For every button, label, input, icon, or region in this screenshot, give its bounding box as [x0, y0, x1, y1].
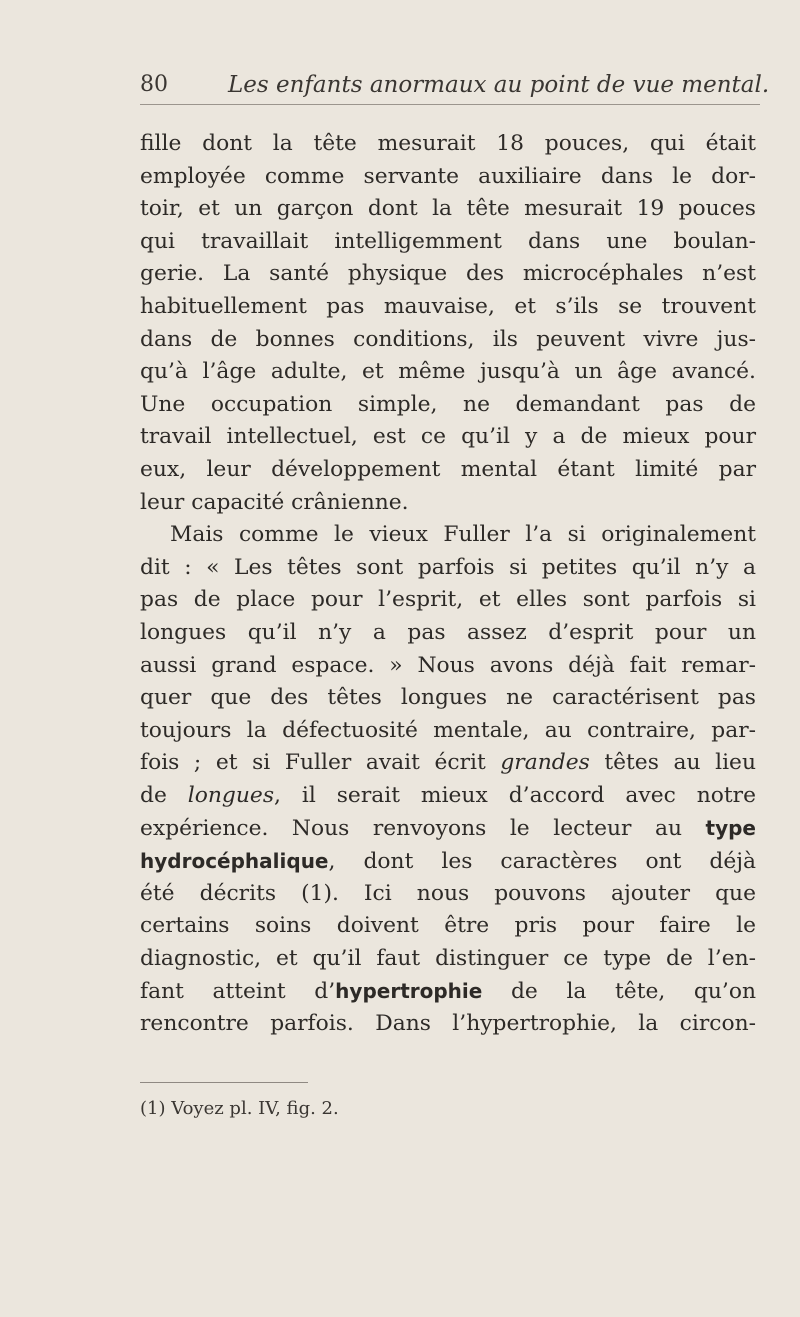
text-line: employée comme servante auxiliaire dans le dor- [140, 163, 756, 189]
body-text [140, 128, 756, 1041]
bold-hydrocephalique: hydrocéphalique [140, 849, 329, 874]
text-line: pas de place pour l’esprit, et elles sont parfois si [140, 587, 756, 613]
header-rule [140, 104, 760, 105]
text-segment: , dont les caractères ont déjà [328, 849, 756, 875]
text-segment: têtes au lieu [604, 750, 756, 776]
text-line: rencontre parfois. Dans l’hypertrophie, la circon- [140, 1011, 756, 1037]
text-segment: fois ; et si Fuller avait écrit [140, 750, 486, 776]
text-segment: de la tête, qu’on [510, 979, 756, 1005]
text-line: qui travaillait intelligemment dans une boulan- [140, 228, 756, 254]
text-line: dans de bonnes conditions, ils peuvent vivre jus- [140, 326, 756, 352]
text-line: fille dont la tête mesurait 18 pouces, qui était [140, 131, 756, 156]
text-line [140, 747, 756, 780]
text-line: qu’à l’âge adulte, et même jusqu’à un âge avancé. [140, 359, 756, 385]
text-line: habituellement pas mauvaise, et s’ils se trouvent [140, 293, 756, 319]
text-line: quer que des têtes longues ne caractérisent pas [140, 685, 756, 711]
text-segment: , il serait mieux d’accord avec notre [274, 782, 756, 808]
bold-type: type [705, 816, 756, 841]
page-number: 80 [140, 72, 168, 97]
text-line: aussi grand espace. » Nous avons déjà fait remar- [140, 652, 756, 678]
text-line: certains soins doivent être pris pour faire le [140, 913, 756, 939]
text-line [140, 812, 756, 845]
page-header [118, 70, 770, 106]
text-line [140, 975, 756, 1008]
text-line [140, 845, 756, 878]
text-line: leur capacité crânienne. [140, 489, 409, 515]
text-line: toujours la défectuosité mentale, au contraire, par- [140, 717, 756, 743]
text-segment: fant atteint d’ [140, 979, 336, 1005]
text-line [140, 780, 756, 813]
text-line: gerie. La santé physique des microcéphales n’est [140, 261, 756, 287]
text-line: longues qu’il n’y a pas assez d’esprit pour un [140, 619, 756, 645]
text-line: toir, et un garçon dont la tête mesurait 19 pouces [140, 196, 756, 222]
emphasis-grandes: grandes [500, 750, 590, 776]
text-line: dit : « Les têtes sont parfois si petites qu’il n’y a [140, 554, 756, 580]
text-line: diagnostic, et qu’il faut distinguer ce type de l’en- [140, 945, 756, 971]
text-line: eux, leur développement mental étant limité par [140, 456, 756, 482]
text-line: été décrits (1). Ici nous pouvons ajouter que [140, 880, 756, 906]
text-segment: de [140, 782, 167, 808]
text-line: Mais comme le vieux Fuller l’a si originalement [170, 522, 756, 548]
bold-hypertrophie: hypertrophie [335, 979, 483, 1004]
footnote-rule [140, 1082, 308, 1083]
text-line: travail intellectuel, est ce qu’il y a de mieux pour [140, 424, 756, 450]
text-line: Une occupation simple, ne demandant pas de [140, 391, 756, 417]
text-segment: expérience. Nous renvoyons le lecteur au [140, 816, 682, 842]
emphasis-longues: longues [187, 782, 275, 808]
running-head: Les enfants anormaux au point de vue mental. [228, 72, 770, 98]
footnote: (1) Voyez pl. IV, fig. 2. [140, 1098, 339, 1119]
